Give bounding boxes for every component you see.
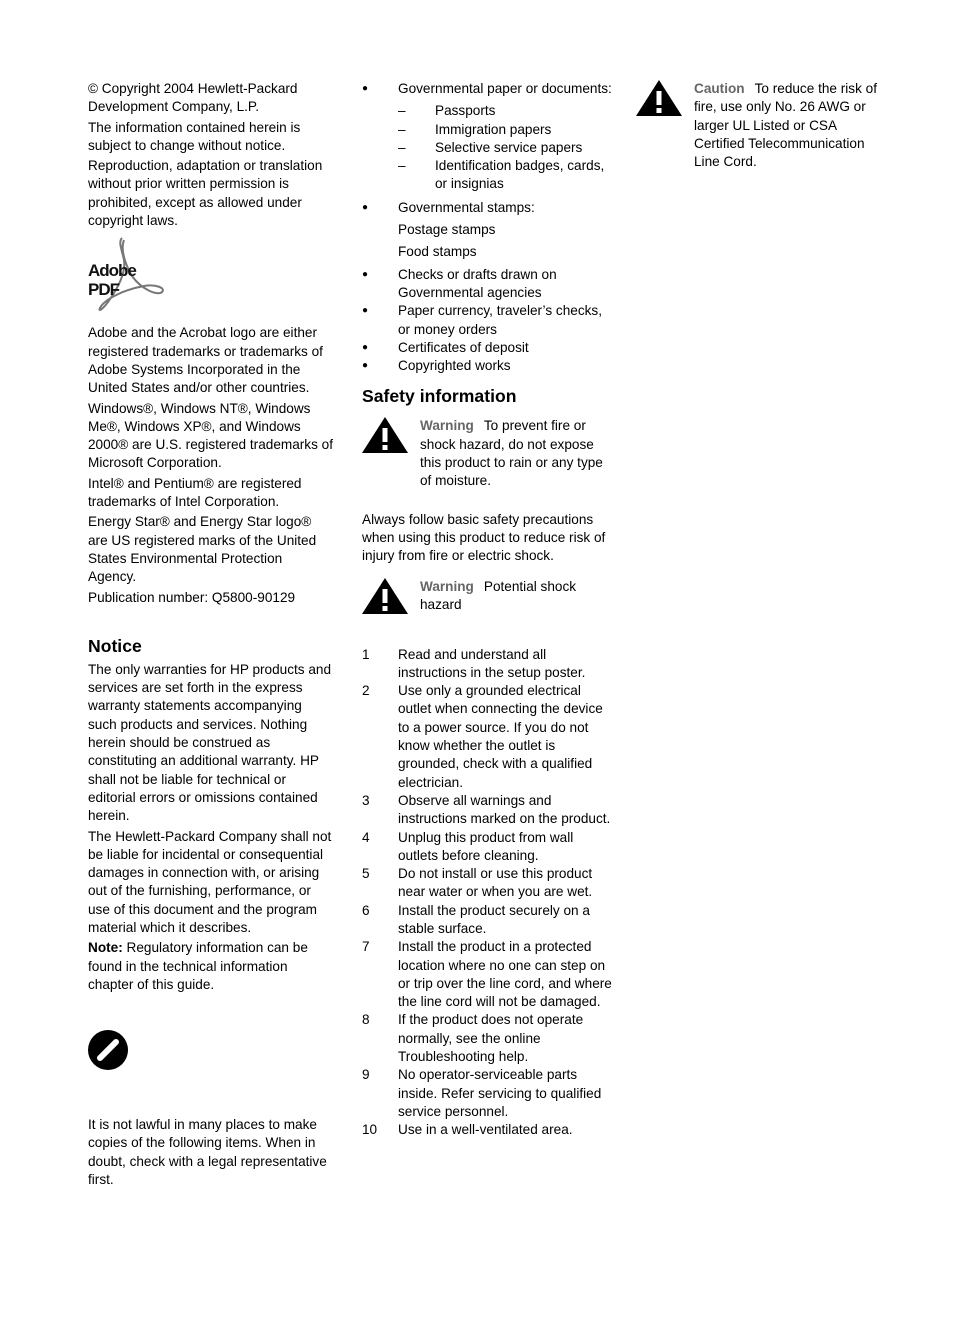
bullet-text: Certificates of deposit: [398, 339, 529, 355]
note-text: Regulatory information can be found in the technical information chapter of this guide.: [88, 940, 308, 992]
step-number: 9: [362, 1067, 370, 1083]
step-number: 1: [362, 646, 370, 662]
caution-icon: [636, 80, 682, 116]
bullet-item: [362, 199, 612, 217]
safety-step: [362, 1066, 612, 1121]
bullet-text: Governmental paper or documents:: [398, 81, 612, 96]
step-number: 8: [362, 1012, 370, 1028]
copyright-text: © Copyright 2004 Hewlett-Packard Development Company, L.P.: [88, 81, 298, 115]
warning-text: To prevent fire or shock hazard, do not expose this product to rain or any type of moisture.: [420, 418, 603, 489]
step-number: 4: [362, 829, 370, 845]
caution-box: [636, 80, 886, 171]
bullet-icon: ●: [362, 341, 369, 353]
food-stamps-text: Food stamps: [398, 244, 477, 260]
intel-trademark-text: Intel® and Pentium® are registered trademarks of Intel Corporation.: [88, 475, 302, 510]
warning-icon: [362, 417, 408, 453]
safety-step: [362, 902, 612, 939]
step-text: Do not install or use this product near water or when you are wet.: [398, 866, 593, 900]
safety-heading: Safety information: [362, 386, 517, 407]
adobe-pdf-logo-text: Adobe PDF: [88, 261, 136, 299]
step-text: No operator-serviceable parts inside. Refer servicing to qualified service personnel.: [398, 1067, 602, 1119]
safety-step: [362, 829, 612, 866]
bullet-icon: ●: [362, 83, 369, 94]
step-number: 2: [362, 683, 370, 699]
bullet-item: [362, 357, 612, 375]
prohibited-icon: [88, 1030, 128, 1070]
warning-fire-box: [362, 417, 612, 490]
adobe-pdf-logo: [88, 236, 168, 316]
step-text: Use in a well-ventilated area.: [398, 1122, 573, 1138]
postage-stamps-text: Postage stamps: [398, 222, 496, 238]
bullet-text: Governmental stamps:: [398, 199, 535, 215]
windows-trademark-text: Windows®, Windows NT®, Windows Me®, Windows XP®, and Windows 2000® are U.S. registered trademarks of Microsoft Corporation.: [88, 400, 333, 471]
regulatory-note: [88, 939, 333, 994]
notice-heading: Notice: [88, 635, 142, 656]
sub-item-text: Identification badges, cards, or insignias: [435, 158, 605, 192]
step-number: 3: [362, 792, 370, 808]
bullet-icon: ●: [362, 201, 369, 213]
publication-number: Publication number: Q5800-90129: [88, 589, 296, 605]
bullet-item: [362, 266, 612, 303]
safety-step: [362, 792, 612, 829]
step-number: 6: [362, 902, 370, 918]
bullet-item: [362, 80, 612, 98]
middle-column: [362, 80, 612, 1140]
step-text: If the product does not operate normally, see the online Troubleshooting help.: [398, 1012, 584, 1065]
warning-text: Potential shock hazard: [420, 578, 577, 612]
note-label: Note:: [88, 940, 123, 956]
bullet-item: [362, 302, 612, 339]
step-text: Read and understand all instructions in the setup poster.: [398, 646, 586, 680]
warning-shock-box: [362, 578, 612, 638]
step-text: Use only a grounded electrical outlet when connecting the device to a power source. If you do not know whether the outlet is grounded, check with a qualified electrician.: [398, 683, 603, 790]
bullet-icon: ●: [362, 305, 369, 317]
bullet-text: Checks or drafts drawn on Governmental agencies: [398, 266, 557, 300]
bullet-text: Copyrighted works: [398, 358, 511, 374]
step-text: Observe all warnings and instructions marked on the product.: [398, 792, 611, 827]
safety-steps-list: [362, 646, 612, 1140]
safety-step: [362, 682, 612, 792]
reproduction-text: Reproduction, adaptation or translation without prior written permission is prohibited, except as allowed under copyright laws.: [88, 158, 323, 229]
bullet-icon: ●: [362, 360, 369, 372]
safety-step: [362, 646, 612, 683]
caution-text: To reduce the risk of fire, use only No. 26 AWG or larger UL Listed or CSA Certified Telecommunication Line Cord.: [694, 81, 877, 170]
warranty-text: The only warranties for HP products and services are set forth in the express warranty statements accompanying such products and services. Nothing herein should be construed as constituting an additional warranty. HP shall not be liable for technical or editorial errors or omissions contained herein.: [88, 661, 332, 824]
safety-step: [362, 938, 612, 1011]
warning-icon: [362, 578, 408, 614]
safety-step: [362, 865, 612, 902]
sub-list-item: – Immigration papers: [398, 121, 552, 137]
left-column: [88, 80, 333, 1191]
not-lawful-text: It is not lawful in many places to make copies of the following items. When in doubt, check with a legal representative first.: [88, 1117, 327, 1188]
step-number: 7: [362, 939, 370, 955]
step-text: Install the product securely on a stable surface.: [398, 902, 590, 936]
sub-list-item: – Selective service papers: [398, 139, 583, 155]
safety-step: [362, 1121, 612, 1139]
step-number: 5: [362, 866, 370, 882]
sub-item-text: Immigration papers: [435, 121, 552, 137]
sub-item-text: Passports: [435, 103, 496, 119]
bullet-text: Paper currency, traveler’s checks, or money orders: [398, 303, 602, 337]
right-column: [636, 80, 886, 171]
step-text: Install the product in a protected location where no one can step on or trip over the line cord, and where the line cord will not be damaged.: [398, 939, 612, 1010]
step-text: Unplug this product from wall outlets before cleaning.: [398, 829, 574, 863]
sub-item-text: Selective service papers: [435, 139, 583, 155]
sub-list-item: – Identification badges, cards, or insignias: [398, 158, 605, 192]
caution-label: Caution: [694, 81, 745, 96]
always-follow-text: Always follow basic safety precautions when using this product to reduce risk of injury from fire or electric shock.: [362, 511, 606, 564]
adobe-trademark-text: Adobe and the Acrobat logo are either registered trademarks or trademarks of Adobe Systems Incorporated in the United States and/or other countries.: [88, 325, 323, 396]
safety-step: [362, 1011, 612, 1066]
sub-list-item: – Passports: [398, 103, 496, 119]
liability-text: The Hewlett-Packard Company shall not be liable for incidental or consequential damages in connection with, or arising out of the furnishing, performance, or use of this document and the program material which it describes.: [88, 828, 332, 935]
warning-label: Warning: [420, 418, 474, 434]
sub-list: [362, 102, 612, 193]
bullet-item: [362, 339, 612, 357]
warning-label: Warning: [420, 578, 474, 594]
step-number: 10: [362, 1122, 378, 1138]
bullet-icon: ●: [362, 268, 369, 280]
info-change-text: The information contained herein is subject to change without notice.: [88, 119, 301, 153]
energy-star-text: Energy Star® and Energy Star logo® are US registered marks of the United States Environmental Protection Agency.: [88, 514, 317, 585]
